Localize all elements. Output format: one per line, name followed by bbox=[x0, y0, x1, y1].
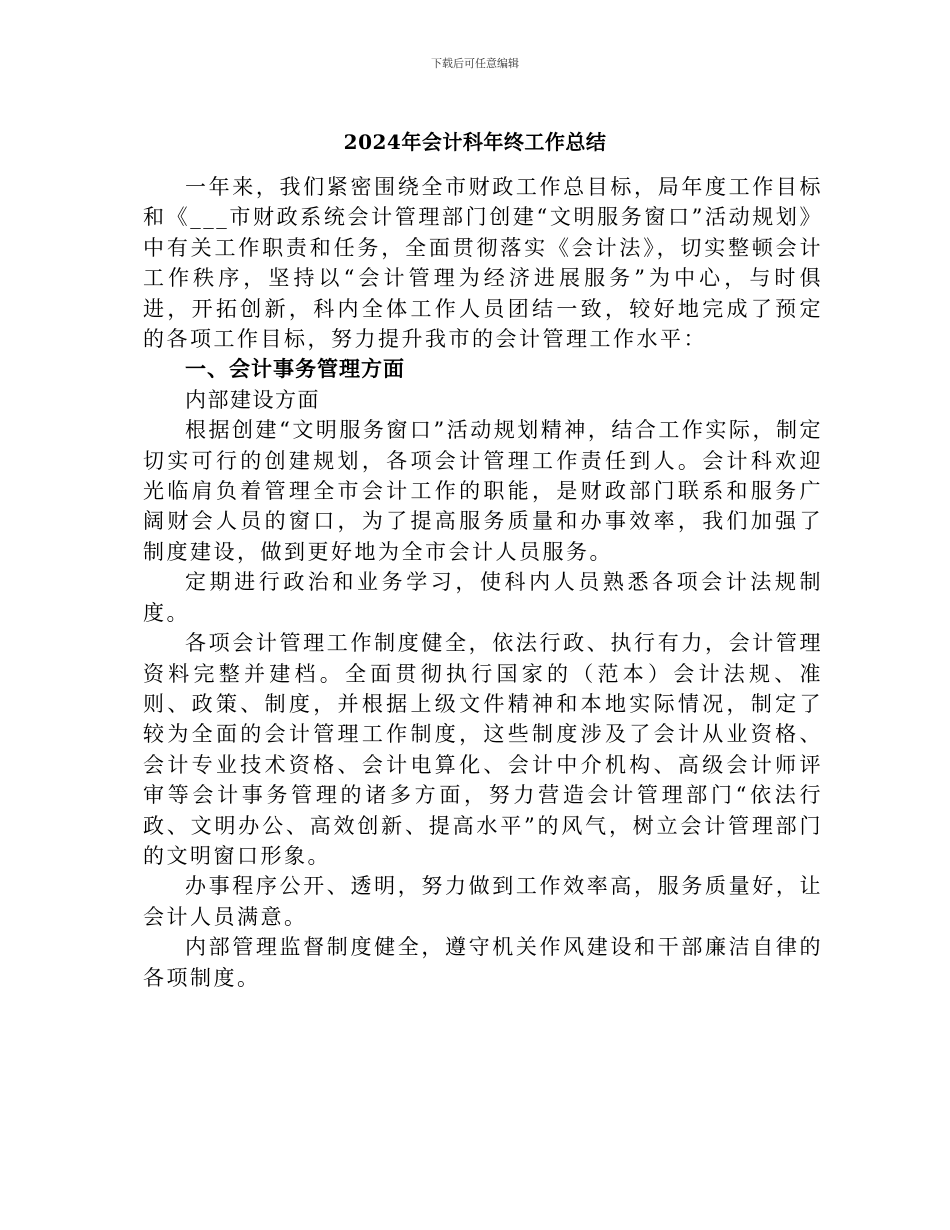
body-paragraph: 根据创建“文明服务窗口”活动规划精神，结合工作实际，制定切实可行的创建规划，各项会计管理工作责任到人。会计科欢迎光临肩负着管理全市会计工作的职能，是财政部门联系和服务广阔财会人员的窗口，为了提高服务质量和办事效率，我们加强了制度建设，做到更好地为全市会计人员服务。 bbox=[143, 418, 823, 564]
document-body bbox=[143, 172, 823, 993]
body-paragraph: 各项会计管理工作制度健全，依法行政、执行有力，会计管理资料完整并建档。全面贯彻执行国家的（范本）会计法规、准则、政策、制度，并根据上级文件精神和本地实际情况，制定了较为全面的会计管理工作制度，这些制度涉及了会计从业资格、会计专业技术资格、会计电算化、会计中介机构、高级会计师评审等会计事务管理的诸多方面，努力营造会计管理部门“依法行政、文明办公、高效创新、提高水平”的风气，树立会计管理部门的文明窗口形象。 bbox=[143, 631, 823, 868]
body-paragraph: 内部管理监督制度健全，遵守机关作风建设和干部廉洁自律的各项制度。 bbox=[143, 935, 823, 990]
intro-paragraph: 一年来，我们紧密围绕全市财政工作总目标，局年度工作目标和《___市财政系统会计管理部门创建“文明服务窗口”活动规划》中有关工作职责和任务，全面贯彻落实《会计法》，切实整顿会计工作秩序，坚持以“会计管理为经济进展服务”为中心，与时俱进，开拓创新，科内全体工作人员团结一致，较好地完成了预定的各项工作目标，努力提升我市的会计管理工作水平： bbox=[143, 175, 823, 352]
body-paragraph: 办事程序公开、透明，努力做到工作效率高，服务质量好，让会计人员满意。 bbox=[143, 874, 823, 929]
document-title: 2024年会计科年终工作总结 bbox=[343, 130, 607, 154]
page-header-note: 下载后可任意编辑 bbox=[431, 57, 519, 70]
subsection-heading-internal-construction: 内部建设方面 bbox=[185, 387, 320, 412]
section-heading-accounting-affairs: 一、会计事务管理方面 bbox=[185, 356, 405, 382]
body-paragraph: 定期进行政治和业务学习，使科内人员熟悉各项会计法规制度。 bbox=[143, 570, 823, 625]
